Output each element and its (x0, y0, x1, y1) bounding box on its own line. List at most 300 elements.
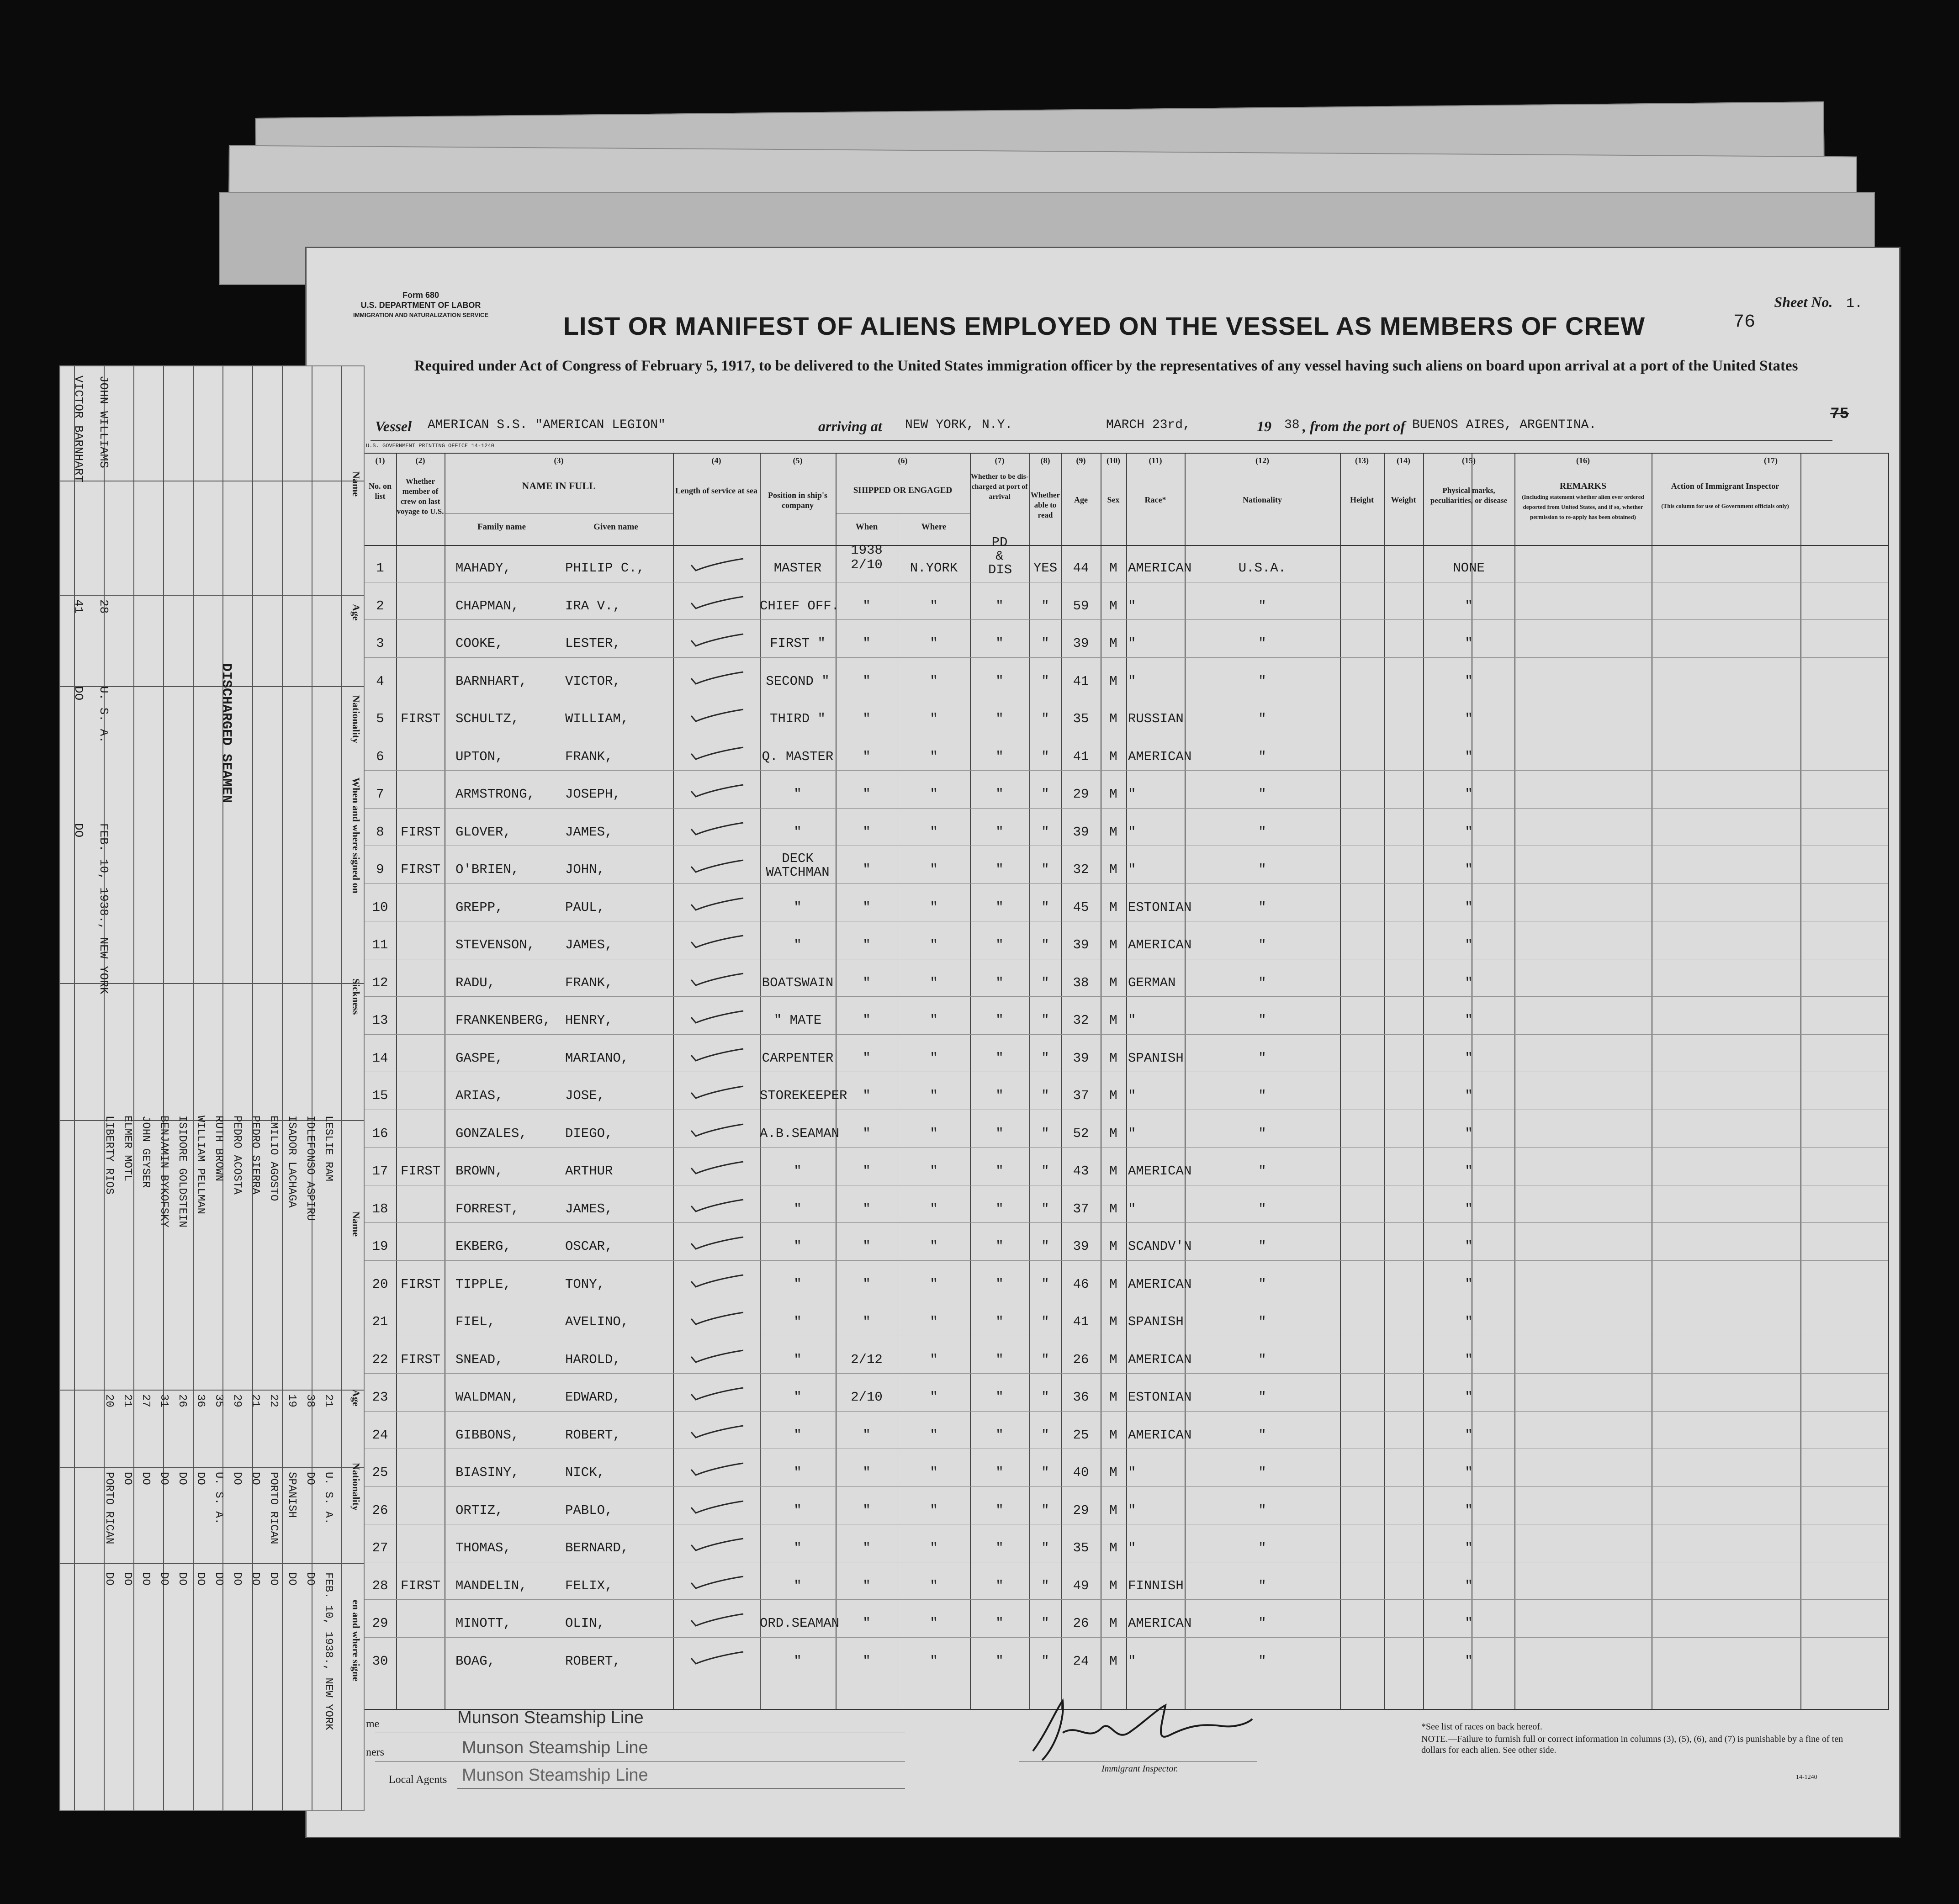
cell-given: FELIX, (565, 1578, 613, 1593)
slip-header-name: Name (350, 471, 362, 497)
cell-phys: " (1465, 787, 1473, 802)
cell-family: UPTON, (455, 749, 503, 764)
table-row (364, 1497, 1890, 1524)
fine-note: NOTE.—Failure to furnish full or correct information in columns (3), (5), (6), and (7) is punishable by a fine of ten dollars for each alien. See other side. (1421, 1734, 1843, 1755)
cell-position: " (794, 1578, 802, 1593)
cell-phys: " (1465, 1578, 1473, 1593)
cell-age: 41 (1073, 673, 1089, 689)
cell-race: " (1128, 1126, 1136, 1141)
cell-read: " (1041, 1390, 1049, 1405)
row-divider (364, 808, 1888, 809)
cell-sex: M (1109, 1465, 1117, 1480)
cell-family: ARIAS, (455, 1088, 503, 1103)
cell-race: " (1128, 1088, 1136, 1103)
cell-no: 3 (376, 636, 384, 651)
cell-sex: M (1109, 598, 1117, 614)
cell-phys: NONE (1453, 561, 1485, 576)
slip-bottom-age: 20 (103, 1394, 115, 1407)
cell-no: 23 (372, 1390, 388, 1405)
slip-rule (60, 1390, 365, 1391)
cell-position: MASTER (773, 561, 822, 576)
service-check-mark (688, 1009, 748, 1027)
table-row (364, 743, 1890, 770)
cell-position: " (794, 1239, 802, 1254)
cell-sex: M (1109, 636, 1117, 651)
sheet-stamp: 76 (1733, 312, 1755, 333)
cell-given: JOSE, (565, 1088, 605, 1103)
slip-title: DISCHARGED SEAMEN (218, 663, 234, 804)
slip-rule (60, 1563, 365, 1564)
cell-read: " (1041, 1314, 1049, 1329)
cell-sex: M (1109, 1314, 1117, 1329)
slip-bottom-name: PEDRO SIERRA (249, 1116, 261, 1195)
column-number: (2) (415, 456, 425, 465)
cell-sex: M (1109, 1352, 1117, 1367)
discharged-seamen-slip (59, 365, 365, 1811)
cell-race: ESTONIAN (1128, 899, 1192, 915)
cell-family: EKBERG, (455, 1239, 511, 1254)
cell-no: 13 (372, 1013, 388, 1028)
cell-when: " (863, 1276, 871, 1292)
cell-position: " (794, 937, 802, 952)
slip-bottom-name: LESLIE RAM (322, 1116, 334, 1182)
cell-nat: " (1258, 1390, 1266, 1405)
cell-race: SPANISH (1128, 1314, 1184, 1329)
cell-age: 39 (1073, 1050, 1089, 1066)
row-divider (364, 1599, 1888, 1600)
service-check-mark (688, 783, 748, 801)
cell-family: BIASINY, (455, 1465, 519, 1480)
cell-when: " (863, 1427, 871, 1443)
slip-top-when: DO (72, 823, 85, 838)
cell-no: 14 (372, 1050, 388, 1066)
table-row (364, 1383, 1890, 1411)
vessel-label: Vessel (375, 418, 412, 434)
cell-no: 2 (376, 598, 384, 614)
cell-family: BOAG, (455, 1653, 496, 1669)
cell-nat: " (1258, 1427, 1266, 1443)
slip-bottom-nationality: DO (194, 1472, 206, 1485)
cell-read: " (1041, 1653, 1049, 1669)
cell-phys: " (1465, 862, 1473, 877)
cell-no: 28 (372, 1578, 388, 1593)
slip-header-when-2: en and where signe (350, 1600, 362, 1682)
cell-first: FIRST (401, 824, 441, 840)
service-check-mark (688, 1499, 748, 1518)
cell-nat: " (1258, 1239, 1266, 1254)
header-discharged: Whether to be dis- charged at port of arrival (970, 473, 1029, 501)
cell-read: " (1041, 1276, 1049, 1292)
cell-sex: M (1109, 1390, 1117, 1405)
cell-when: " (863, 749, 871, 764)
service-check-mark (688, 972, 748, 990)
cell-position: ORD.SEAMAN (760, 1616, 840, 1631)
header-nationality: Nationality (1242, 495, 1282, 504)
cell-read: " (1041, 1239, 1049, 1254)
cell-phys: " (1465, 1276, 1473, 1292)
cell-first: FIRST (401, 1352, 441, 1367)
cell-age: 41 (1073, 1314, 1089, 1329)
header-height: Height (1350, 495, 1374, 504)
cell-nat: " (1258, 1088, 1266, 1103)
cell-given: LESTER, (565, 636, 621, 651)
cell-position: " (794, 787, 802, 802)
cell-when: " (863, 1540, 871, 1555)
cell-sex: M (1109, 824, 1117, 840)
cell-position: A.B.SEAMAN (760, 1126, 840, 1141)
cell-sex: M (1109, 1276, 1117, 1292)
slip-bottom-nationality: U. S. A. (322, 1472, 334, 1525)
header-last-voyage: Whether member of crew on last voyage to U.S. (397, 477, 444, 516)
cell-race: RUSSIAN (1128, 711, 1184, 726)
cell-when: " (863, 1578, 871, 1593)
slip-rule (282, 366, 283, 1811)
table-row (364, 894, 1890, 921)
cell-race: GERMAN (1128, 975, 1176, 990)
cell-read: " (1041, 636, 1049, 651)
cell-family: FRANKENBERG, (455, 1013, 551, 1028)
column-number: (5) (793, 456, 803, 465)
cell-nat: " (1258, 937, 1266, 952)
slip-bottom-age: 36 (194, 1394, 206, 1407)
cell-where: " (930, 862, 938, 877)
cell-read: " (1041, 1578, 1049, 1593)
slip-header-sickness: Sickness (350, 978, 362, 1015)
cell-age: 26 (1073, 1616, 1089, 1631)
header-divider (364, 545, 1888, 546)
table-row (364, 1421, 1890, 1449)
slip-bottom-name: WILLIAM PELLMAN (194, 1116, 206, 1215)
cell-sex: M (1109, 1540, 1117, 1555)
cell-read: " (1041, 1616, 1049, 1631)
cell-given: VICTOR, (565, 673, 621, 689)
slip-bottom-age: 26 (176, 1394, 188, 1407)
cell-phys: " (1465, 1465, 1473, 1480)
cell-where: " (930, 1201, 938, 1216)
cell-age: 26 (1073, 1352, 1089, 1367)
cell-age: 35 (1073, 711, 1089, 726)
slip-bottom-when: DO (176, 1572, 188, 1586)
cell-position: " (794, 1314, 802, 1329)
cell-nat: " (1258, 749, 1266, 764)
cell-dis: " (995, 1578, 1004, 1593)
cell-phys: " (1465, 975, 1473, 990)
cell-family: GIBBONS, (455, 1427, 519, 1443)
slip-bottom-name: ELMER MOTL (121, 1116, 133, 1182)
row-divider (364, 619, 1888, 620)
cell-family: MAHADY, (455, 561, 511, 576)
column-number: (8) (1040, 456, 1050, 465)
header-weight: Weight (1391, 495, 1416, 504)
cell-nat: " (1258, 1276, 1266, 1292)
slip-bottom-age: 38 (304, 1394, 316, 1407)
row-divider (364, 883, 1888, 884)
header-able-read: Whether able to read (1030, 491, 1060, 519)
table-row (364, 1270, 1890, 1298)
cell-nat: " (1258, 824, 1266, 840)
cell-nat: " (1258, 1502, 1266, 1518)
department-name: U.S. DEPARTMENT OF LABOR (360, 301, 481, 310)
slip-bottom-when: DO (121, 1572, 133, 1586)
cell-phys: " (1465, 1126, 1473, 1141)
cell-sex: M (1109, 899, 1117, 915)
cell-no: 10 (372, 899, 388, 915)
cell-age: 37 (1073, 1201, 1089, 1216)
column-number: (6) (898, 456, 908, 465)
cell-dis: " (995, 1201, 1004, 1216)
column-number: (14) (1397, 456, 1410, 465)
charterers-stamp: Munson Steamship Line (462, 1738, 648, 1757)
cell-phys: " (1465, 1390, 1473, 1405)
cell-phys: " (1465, 1314, 1473, 1329)
header-physical-marks: Physical marks, peculiarities, or disease (1430, 486, 1508, 505)
cell-sex: M (1109, 787, 1117, 802)
cell-phys: " (1465, 1088, 1473, 1103)
slip-top-nationality: U. S. A. (97, 686, 111, 743)
cell-race: " (1128, 824, 1136, 840)
slip-rule (74, 366, 75, 1811)
cell-first: FIRST (401, 1276, 441, 1292)
cell-age: 38 (1073, 975, 1089, 990)
races-note: *See list of races on back hereof. (1421, 1722, 1542, 1732)
cell-position: " (794, 1390, 802, 1405)
cell-race: AMERICAN (1128, 749, 1192, 764)
cell-no: 29 (372, 1616, 388, 1631)
cell-dis: " (995, 1050, 1004, 1066)
cell-age: 46 (1073, 1276, 1089, 1292)
row-divider (364, 1034, 1888, 1035)
cell-dis: " (995, 862, 1004, 877)
cell-age: 32 (1073, 1013, 1089, 1028)
cell-race: AMERICAN (1128, 937, 1192, 952)
cell-phys: " (1465, 1653, 1473, 1669)
cell-dis: " (995, 1314, 1004, 1329)
page-subtitle: Required under Act of Congress of February 5, 1917, to be delivered to the United States immigration officer by the representatives of any vessel having such aliens on board upon arrival at a port of the United States (414, 358, 1798, 374)
cell-given: PABLO, (565, 1502, 613, 1518)
cell-when: 1938 2/10 (851, 543, 883, 572)
column-number: (7) (995, 456, 1005, 465)
table-row (364, 1082, 1890, 1109)
table-row (364, 1120, 1890, 1147)
service-check-mark (688, 746, 748, 764)
header-family-name: Family name (477, 522, 526, 532)
cell-given: EDWARD, (565, 1390, 621, 1405)
service-name: IMMIGRATION AND NATURALIZATION SERVICE (353, 312, 489, 318)
service-check-mark (688, 1235, 748, 1253)
slip-bottom-when: DO (267, 1572, 280, 1586)
cell-age: 25 (1073, 1427, 1089, 1443)
cell-position: STOREKEEPER (760, 1088, 847, 1103)
cell-family: WALDMAN, (455, 1390, 519, 1405)
cell-phys: " (1465, 1502, 1473, 1518)
slip-bottom-name: EMILIO AGOSTO (267, 1116, 280, 1201)
cell-when: " (863, 1013, 871, 1028)
cell-nat: " (1258, 1164, 1266, 1179)
slip-bottom-when: DO (194, 1572, 206, 1586)
service-check-mark (688, 1084, 748, 1103)
cell-nat: U.S.A. (1238, 561, 1287, 576)
cell-family: TIPPLE, (455, 1276, 511, 1292)
column-number: (16) (1576, 456, 1590, 465)
slip-top-when: FEB. 10, 1938., NEW YORK (97, 823, 111, 994)
table-row (364, 780, 1890, 808)
cell-given: ROBERT, (565, 1427, 621, 1443)
service-check-mark (688, 1160, 748, 1178)
table-row (364, 1346, 1890, 1373)
cell-first: FIRST (401, 862, 441, 877)
column-number: (15) (1462, 456, 1476, 465)
table-row (364, 1044, 1890, 1072)
slip-bottom-nationality: DO (304, 1472, 316, 1485)
column-number: (11) (1149, 456, 1162, 465)
agents-stamp: Munson Steamship Line (462, 1766, 648, 1785)
row-divider (364, 1637, 1888, 1638)
cell-nat: " (1258, 1616, 1266, 1631)
cell-nat: " (1258, 711, 1266, 726)
cell-where: " (930, 1352, 938, 1367)
cell-where: " (930, 1616, 938, 1631)
slip-header-age: Age (350, 604, 362, 621)
cell-no: 15 (372, 1088, 388, 1103)
cell-where: " (930, 1314, 938, 1329)
cell-when: " (863, 862, 871, 877)
cell-family: STEVENSON, (455, 937, 535, 952)
cell-where: " (930, 1276, 938, 1292)
cell-age: 37 (1073, 1088, 1089, 1103)
cell-position: " (794, 1164, 802, 1179)
printing-office: U.S. GOVERNMENT PRINTING OFFICE 14-1240 (366, 443, 494, 449)
cell-where: " (930, 636, 938, 651)
cell-no: 19 (372, 1239, 388, 1254)
slip-bottom-when: DO (139, 1572, 152, 1586)
header-action: Action of Immigrant Inspector (1671, 481, 1779, 491)
cell-nat: " (1258, 975, 1266, 990)
cell-sex: M (1109, 673, 1117, 689)
cell-read: " (1041, 1164, 1049, 1179)
slip-bottom-age: 21 (249, 1394, 261, 1407)
cell-where: " (930, 1239, 938, 1254)
cell-sex: M (1109, 1126, 1117, 1141)
cell-age: 29 (1073, 1502, 1089, 1518)
header-race: Race* (1144, 495, 1166, 504)
slip-bottom-name: ISADOR LACHAGA (286, 1116, 298, 1208)
cell-where: " (930, 1540, 938, 1555)
cell-where: " (930, 1164, 938, 1179)
cell-read: " (1041, 787, 1049, 802)
manifest-sheet (305, 247, 1901, 1838)
slip-top-age: 41 (72, 599, 85, 614)
crew-table (363, 453, 1889, 1710)
slip-bottom-when: DO (286, 1572, 298, 1586)
cell-sex: M (1109, 1088, 1117, 1103)
cell-where: " (930, 673, 938, 689)
cell-age: 32 (1073, 862, 1089, 877)
slip-bottom-when: DO (212, 1572, 225, 1586)
cell-phys: " (1465, 1201, 1473, 1216)
header-action-note: (This column for use of Government officials only) (1661, 502, 1789, 509)
page-title: LIST OR MANIFEST OF ALIENS EMPLOYED ON THE VESSEL AS MEMBERS OF CREW (563, 312, 1646, 340)
cell-family: GASPE, (455, 1050, 503, 1066)
agents-label: Local Agents (389, 1774, 447, 1786)
cell-no: 30 (372, 1653, 388, 1669)
cell-family: SNEAD, (455, 1352, 503, 1367)
cell-phys: " (1465, 937, 1473, 952)
cell-position: Q. MASTER (762, 749, 834, 764)
cell-family: BROWN, (455, 1164, 503, 1179)
cell-when: " (863, 975, 871, 990)
table-row (364, 818, 1890, 846)
cell-dis: " (995, 1239, 1004, 1254)
table-row (364, 1647, 1890, 1675)
cell-read: " (1041, 1050, 1049, 1066)
cell-nat: " (1258, 1653, 1266, 1669)
cell-position: " (794, 899, 802, 915)
cell-nat: " (1258, 1314, 1266, 1329)
service-check-mark (688, 708, 748, 726)
cell-race: " (1128, 787, 1136, 802)
cell-no: 17 (372, 1164, 388, 1179)
slip-bottom-nationality: DO (231, 1472, 243, 1485)
cell-phys: " (1465, 1427, 1473, 1443)
cell-read: " (1041, 937, 1049, 952)
cell-dis: " (995, 1164, 1004, 1179)
table-row (364, 1232, 1890, 1260)
cell-race: " (1128, 1653, 1136, 1669)
slip-bottom-age: 31 (158, 1394, 170, 1407)
cell-read: " (1041, 1201, 1049, 1216)
cell-first: FIRST (401, 1164, 441, 1179)
cell-family: GREPP, (455, 899, 503, 915)
cell-dis: " (995, 824, 1004, 840)
cell-dis: " (995, 1013, 1004, 1028)
cell-sex: M (1109, 561, 1117, 576)
cell-where: " (930, 1427, 938, 1443)
slip-bottom-name: IDLEFONSO ASPIRU (304, 1116, 316, 1221)
cell-phys: " (1465, 636, 1473, 651)
row-divider (364, 1411, 1888, 1412)
arrival-year: 38 (1284, 418, 1300, 432)
cell-family: CHAPMAN, (455, 598, 519, 614)
column-number: (9) (1076, 456, 1086, 465)
cell-when: " (863, 937, 871, 952)
cell-position: " MATE (773, 1013, 822, 1028)
cell-race: AMERICAN (1128, 1616, 1192, 1631)
cell-family: BARNHART, (455, 673, 527, 689)
cell-dis: " (995, 787, 1004, 802)
service-check-mark (688, 858, 748, 877)
cell-read: " (1041, 1502, 1049, 1518)
cell-position: SECOND " (766, 673, 830, 689)
cell-given: JAMES, (565, 1201, 613, 1216)
cell-age: 52 (1073, 1126, 1089, 1141)
cell-nat: " (1258, 636, 1266, 651)
slip-bottom-nationality: DO (249, 1472, 261, 1485)
cell-when: " (863, 598, 871, 614)
slip-bottom-age: 35 (212, 1394, 225, 1407)
slip-bottom-age: 22 (267, 1394, 280, 1407)
cell-read: " (1041, 1465, 1049, 1480)
column-number: (3) (554, 456, 564, 465)
cell-family: FIEL, (455, 1314, 496, 1329)
header-sex: Sex (1107, 495, 1120, 504)
slip-bottom-age: 27 (139, 1394, 152, 1407)
slip-bottom-nationality: SPANISH (286, 1472, 298, 1518)
service-check-mark (688, 821, 748, 839)
sheet-number-label: Sheet No. (1774, 294, 1833, 310)
cell-given: IRA V., (565, 598, 621, 614)
cell-read: " (1041, 824, 1049, 840)
cell-dis: " (995, 1352, 1004, 1367)
